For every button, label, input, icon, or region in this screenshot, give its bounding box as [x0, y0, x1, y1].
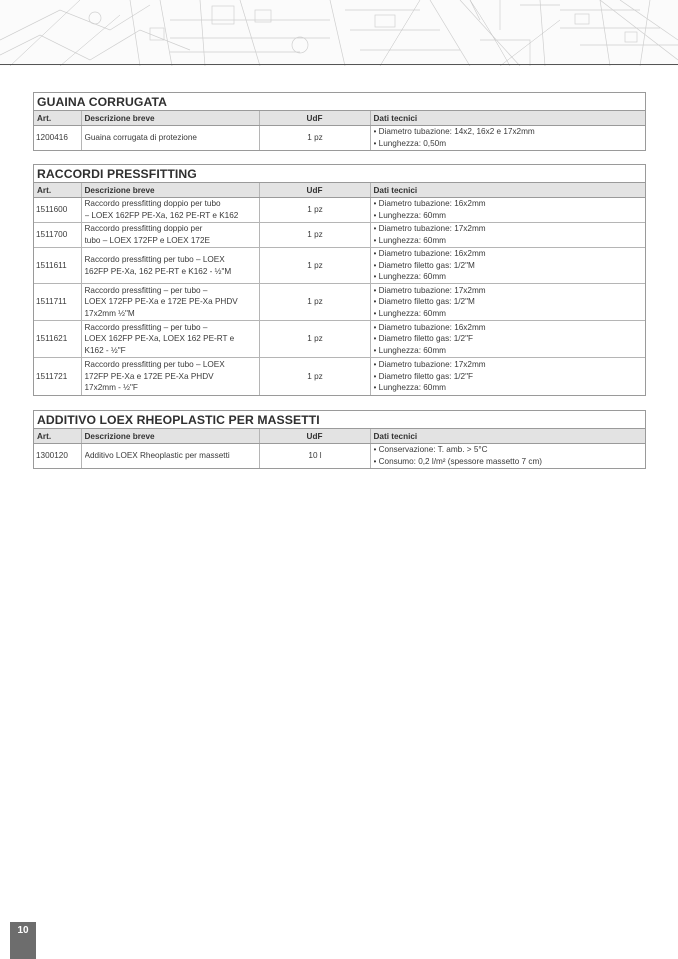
table-row [34, 358, 645, 395]
col-header-art: Art. [34, 429, 81, 444]
table-row [34, 126, 645, 150]
art-code: 1511611 [34, 248, 81, 284]
page-number: 10 [10, 922, 36, 959]
table-row [34, 321, 645, 358]
col-header-tech: Dati tecnici [370, 429, 645, 444]
table-row [34, 444, 645, 468]
art-code: 1200416 [34, 126, 81, 150]
col-header-udf: UdF [259, 183, 370, 198]
col-header-desc: Descrizione breve [81, 429, 259, 444]
description: Guaina corrugata di protezione [81, 126, 259, 150]
col-header-udf: UdF [259, 111, 370, 126]
unit: 1 pz [259, 198, 370, 223]
section-guaina-corrugata [33, 92, 646, 151]
col-header-desc: Descrizione breve [81, 183, 259, 198]
col-header-art: Art. [34, 111, 81, 126]
table-row [34, 223, 645, 248]
art-code: 1511711 [34, 284, 81, 321]
tech-data: • Conservazione: T. amb. > 5°C • Consumo: 0,2 l/m² (spessore massetto 7 cm) [370, 444, 645, 468]
product-table [34, 429, 645, 468]
unit: 1 pz [259, 284, 370, 321]
unit: 1 pz [259, 321, 370, 358]
section-title: ADDITIVO LOEX RHEOPLASTIC PER MASSETTI [34, 411, 645, 429]
description: Raccordo pressfitting per tubo – LOEX 162FP PE-Xa, 162 PE-RT e K162 - ½"M [81, 248, 259, 284]
tech-data: • Diametro tubazione: 14x2, 16x2 e 17x2mm • Lunghezza: 0,50m [370, 126, 645, 150]
col-header-udf: UdF [259, 429, 370, 444]
unit: 1 pz [259, 358, 370, 395]
unit: 1 pz [259, 223, 370, 248]
table-row [34, 284, 645, 321]
unit: 1 pz [259, 126, 370, 150]
description: Raccordo pressfitting doppio per tubo – LOEX 172FP e LOEX 172E [81, 223, 259, 248]
header-rule [0, 64, 678, 65]
section-raccordi-pressfitting [33, 164, 646, 396]
product-table [34, 183, 645, 395]
tech-data: • Diametro tubazione: 17x2mm • Lunghezza: 60mm [370, 223, 645, 248]
col-header-tech: Dati tecnici [370, 111, 645, 126]
col-header-tech: Dati tecnici [370, 183, 645, 198]
section-additivo-rheoplastic [33, 410, 646, 469]
section-title: RACCORDI PRESSFITTING [34, 165, 645, 183]
table-header-row [34, 111, 645, 126]
table-row [34, 248, 645, 284]
col-header-art: Art. [34, 183, 81, 198]
tech-data: • Diametro tubazione: 16x2mm • Diametro filetto gas: 1/2"F • Lunghezza: 60mm [370, 321, 645, 358]
table-header-row [34, 183, 645, 198]
description: Raccordo pressfitting – per tubo – LOEX 172FP PE-Xa e 172E PE-Xa PHDV 17x2mm ½"M [81, 284, 259, 321]
product-table [34, 111, 645, 150]
tech-data: • Diametro tubazione: 16x2mm • Lunghezza: 60mm [370, 198, 645, 223]
description: Additivo LOEX Rheoplastic per massetti [81, 444, 259, 468]
art-code: 1511600 [34, 198, 81, 223]
art-code: 1511621 [34, 321, 81, 358]
art-code: 1511721 [34, 358, 81, 395]
table-header-row [34, 429, 645, 444]
table-row [34, 198, 645, 223]
art-code: 1300120 [34, 444, 81, 468]
tech-data: • Diametro tubazione: 17x2mm • Diametro filetto gas: 1/2"F • Lunghezza: 60mm [370, 358, 645, 395]
description: Raccordo pressfitting – per tubo – LOEX 162FP PE-Xa, LOEX 162 PE-RT e K162 - ½"F [81, 321, 259, 358]
header-blueprint-decoration [0, 0, 678, 66]
section-title: GUAINA CORRUGATA [34, 93, 645, 111]
unit: 1 pz [259, 248, 370, 284]
tech-data: • Diametro tubazione: 16x2mm • Diametro filetto gas: 1/2"M • Lunghezza: 60mm [370, 248, 645, 284]
tech-data: • Diametro tubazione: 17x2mm • Diametro filetto gas: 1/2"M • Lunghezza: 60mm [370, 284, 645, 321]
col-header-desc: Descrizione breve [81, 111, 259, 126]
description: Raccordo pressfitting per tubo – LOEX 172FP PE-Xa e 172E PE-Xa PHDV 17x2mm - ½"F [81, 358, 259, 395]
description: Raccordo pressfitting doppio per tubo – LOEX 162FP PE-Xa, 162 PE-RT e K162 [81, 198, 259, 223]
unit: 10 l [259, 444, 370, 468]
art-code: 1511700 [34, 223, 81, 248]
